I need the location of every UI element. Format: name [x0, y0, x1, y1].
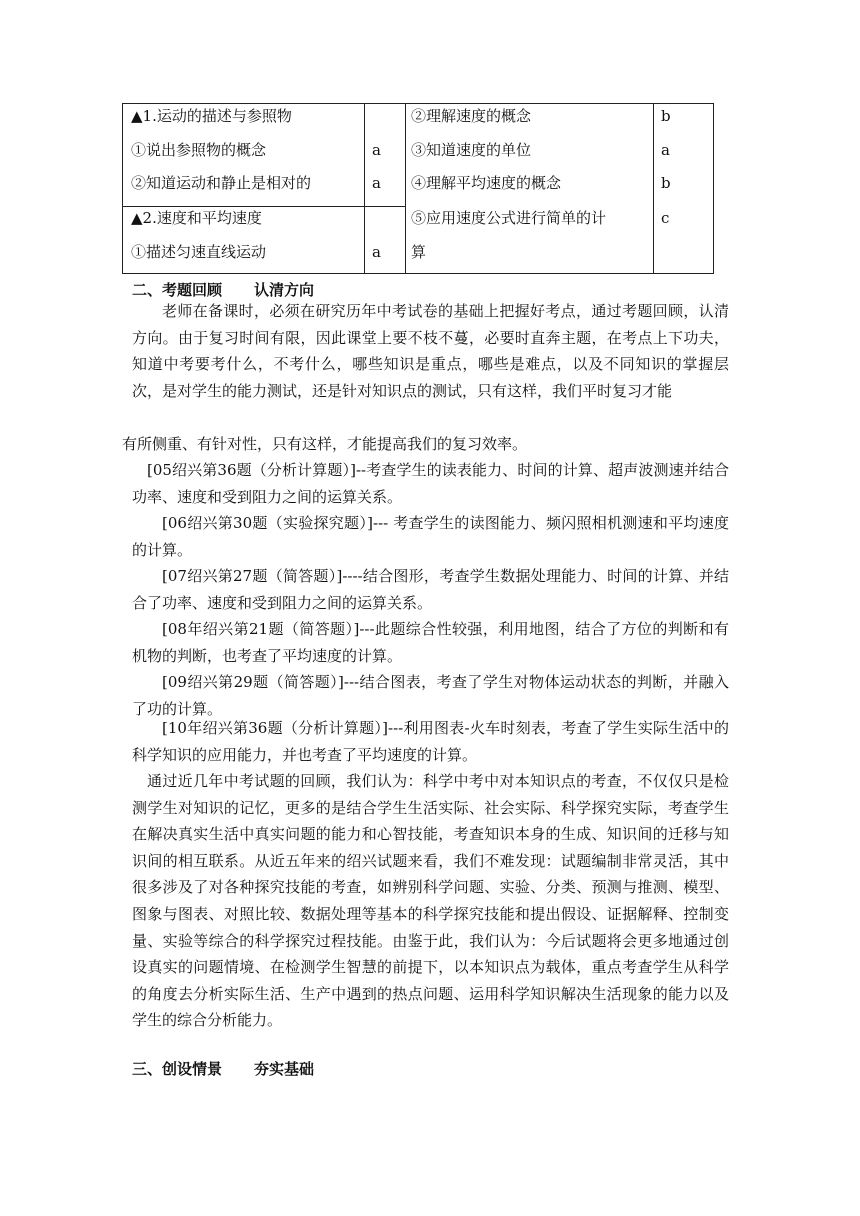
section-title: 认清方向	[254, 281, 315, 299]
conclusion-paragraph: 通过近几年中考试题的回顾，我们认为：科学中考中对本知识点的考查，不仅仅只是检测学生对知识的记忆，更多的是结合学生生活实际、社会实际、科学探究实际，考查学生在解决真实生活中真实问题的能力和心智技能，考查知识本身的生成、知识间的迁移与知识间的相互联系。从近五年来的绍兴试题来看，我们不难发现：试题编制非常灵活，其中很多涉及了对各种探究技能的考查，如辨别科学问题、实验、分类、预测与推测、模型、图象与图表、对照比较、数据处理等基本的科学探究技能和提出假设、证据解释、控制变量、实验等综合的科学探究过程技能。由鉴于此，我们认为：今后试题将会更多地通过创设真实的问题情境、在检测学生智慧的前提下，以本知识点为载体，重点考查学生从科学的角度去分析实际生活、生产中遇到的热点问题、运用科学知识解决生活现象的能力以及学生的综合分析能力。	[132, 772, 729, 1030]
table-level: c	[661, 209, 670, 227]
table-item: 算	[411, 243, 427, 261]
table-item: ②理解速度的概念	[411, 107, 532, 125]
section-heading-3	[132, 1059, 314, 1079]
section-heading-2	[132, 280, 314, 300]
exam-item: [10年绍兴第36题（分析计算题）]---利用图表-火车时刻表，考查了学生实际生活中的科学知识的应用能力，并也考查了平均速度的计算。	[132, 719, 729, 764]
table-level: a	[372, 174, 381, 192]
exam-item: [09绍兴第29题（简答题）]---结合图表，考查了学生对物体运动状态的判断，并融入了功的计算。	[132, 673, 729, 718]
table-level: a	[372, 243, 381, 261]
intro-paragraph: 老师在备课时，必须在研究历年中考试卷的基础上把握好考点，通过考题回顾，认清方向。由于复习时间有限，因此课堂上要不枝不蔓，必要时直奔主题，在考点上下功夫，知道中考要考什么，不考什么，哪些知识是重点，哪些是难点，以及不同知识的掌握层次，是对学生的能力测试，还是针对知识点的测试，只有这样，我们平时复习才能	[132, 302, 729, 400]
table-item: ②知道运动和静止是相对的	[131, 174, 312, 192]
table-level: a	[661, 141, 670, 159]
exam-item: [05绍兴第36题（分析计算题）]--考查学生的读表能力、时间的计算、超声波测速并结合功率、速度和受到阻力之间的运算关系。	[132, 461, 729, 506]
table-item: ③知道速度的单位	[411, 141, 532, 159]
table-item: ①描述匀速直线运动	[131, 243, 267, 261]
exam-item: [06绍兴第30题（实验探究题）]--- 考查学生的读图能力、频闪照相机测速和平均速度的计算。	[132, 514, 729, 559]
intro-paragraph-continued: 有所侧重、有针对性，只有这样，才能提高我们的复习效率。	[122, 435, 528, 453]
exam-item: [08年绍兴第21题（简答题）]---此题综合性较强，利用地图，结合了方位的判断和有机物的判断，也考查了平均速度的计算。	[132, 620, 729, 665]
section-title: 夯实基础	[254, 1060, 315, 1078]
section-number: 二、考题回顾	[132, 281, 223, 299]
exam-item: [07绍兴第27题（简答题）]----结合图形，考查学生数据处理能力、时间的计算、并结合了功率、速度和受到阻力之间的运算关系。	[132, 567, 729, 612]
table-level: b	[661, 174, 671, 192]
section-number: 三、创设情景	[132, 1060, 223, 1078]
table-level: b	[661, 107, 671, 125]
table-level: a	[372, 141, 381, 159]
table-topic-1: ▲1.运动的描述与参照物	[131, 107, 292, 125]
knowledge-table	[122, 103, 714, 274]
table-topic-2: ▲2.速度和平均速度	[131, 209, 262, 227]
table-item: ⑤应用速度公式进行简单的计	[411, 209, 607, 227]
table-item: ①说出参照物的概念	[131, 141, 267, 159]
table-item: ④理解平均速度的概念	[411, 174, 562, 192]
